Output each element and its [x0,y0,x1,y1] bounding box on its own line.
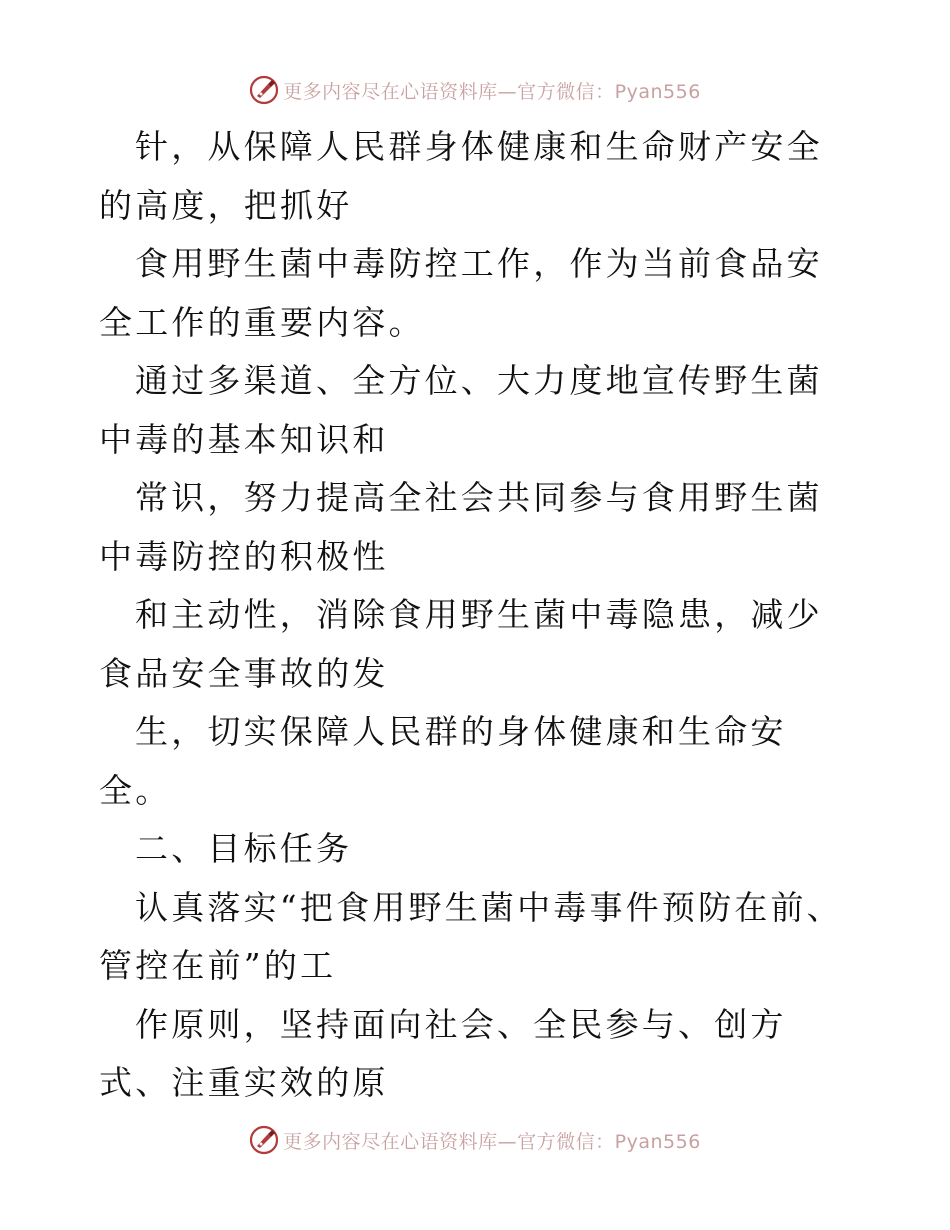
paragraph: 食用野生菌中毒防控工作，作为当前食品安全工作的重要内容。 [99,244,823,342]
header-banner [0,72,950,108]
pen-nib-logo-icon [249,1125,279,1155]
paragraph: 常识，努力提高全社会共同参与食用野生菌中毒防控的积极性 [99,478,823,576]
document-body [99,118,851,1113]
paragraph: 认真落实“把食用野生菌中毒事件预防在前、管控在前”的工 [99,887,843,985]
header-banner-text: 更多内容尽在心语资料库—官方微信：Pyan556 [283,80,701,103]
paragraph: 作原则，坚持面向社会、全民参与、创方式、注重实效的原 [99,1004,787,1102]
paragraph: 和主动性，消除食用野生菌中毒隐患，减少食品安全事故的发 [99,595,823,693]
paragraph: 针，从保障人民群身体健康和生命财产安全的高度，把抓好 [99,127,823,225]
footer-banner-text: 更多内容尽在心语资料库—官方微信：Pyan556 [283,1130,701,1153]
paragraph: 通过多渠道、全方位、大力度地宣传野生菌中毒的基本知识和 [99,361,823,459]
footer-banner [0,1122,950,1158]
section-heading: 二、目标任务 [135,829,353,868]
pen-nib-logo-icon [249,75,279,105]
paragraph: 生，切实保障人民群的身体健康和生命安全。 [99,712,787,810]
